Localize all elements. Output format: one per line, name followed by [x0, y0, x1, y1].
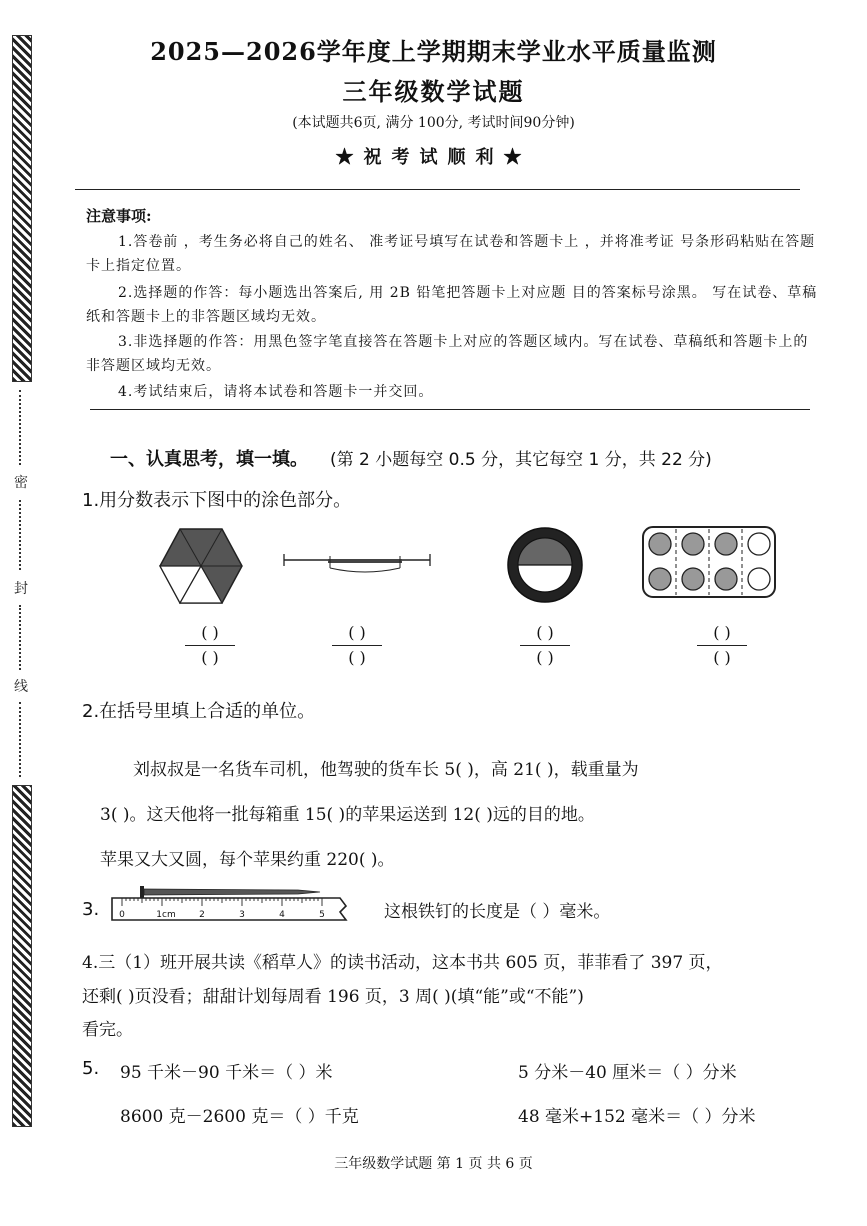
notice-item-1: 1.答卷前 ，考生务必将自己的姓名、 准考证号填写在试卷和答题卡上 ，并将准考证 号条形码粘贴在答题卡上指定位置。 [86, 234, 816, 274]
ruler-tick-4: 4 [279, 910, 285, 920]
exam-info: (本试题共6页, 满分 100分, 考试时间90分钟) [292, 115, 575, 131]
question-4-line-1: 4.三（1）班开展共读《稻草人》的读书活动，这本书共 605 页，菲菲看了 397 页， [82, 953, 723, 973]
binding-strip-bottom [12, 785, 32, 1127]
page-footer: 三年级数学试题 第 1 页 共 6 页 [334, 1156, 533, 1172]
fraction-blank-3[interactable]: ( ) ( ) [520, 622, 570, 669]
hexagon-figure [158, 527, 244, 605]
margin-label-envelope: 封 [14, 581, 28, 597]
tray-figure [641, 525, 777, 599]
question-4-line-3: 看完。 [82, 1020, 133, 1040]
question-3-number: 3. [82, 899, 100, 920]
dotted-line-3 [19, 605, 21, 670]
exam-title: 2025—2026学年度上学期期末学业水平质量监测 [150, 37, 717, 66]
ruler-tick-3: 3 [239, 910, 245, 920]
question-5-number: 5. [82, 1058, 100, 1079]
ruler-tick-1: 1cm [156, 910, 176, 920]
ruler-tick-2: 2 [199, 910, 205, 920]
question-2-text: 2.在括号里填上合适的单位。 [82, 701, 316, 722]
notice-title: 注意事项: [86, 207, 152, 225]
question-5-item-3: 8600 克－2600 克＝（ ）千克 [120, 1107, 359, 1127]
dotted-line-2 [19, 500, 21, 570]
good-luck-wish: ★祝考试顺利★ [335, 147, 532, 168]
exam-subject-title: 三年级数学试题 [342, 77, 525, 106]
question-5-item-1: 95 千米－90 千米＝（ ）米 [120, 1063, 333, 1083]
circle-figure [505, 525, 585, 605]
segment-figure [282, 548, 432, 578]
dotted-line-4 [19, 702, 21, 777]
ruler-tick-5: 5 [319, 910, 325, 920]
fraction-blank-1[interactable]: ( ) ( ) [185, 622, 235, 669]
question-1-text: 1.用分数表示下图中的涂色部分。 [82, 490, 352, 511]
margin-label-line: 线 [14, 679, 28, 695]
question-2-line-3: 苹果又大又圆，每个苹果约重 220( )。 [100, 850, 395, 870]
ruler-tick-0: 0 [119, 910, 125, 920]
dotted-line-1 [19, 390, 21, 465]
notice-item-3: 3.非选择题的作答：用黑色签字笔直接答在答题卡上对应的答题区域内。写在试卷、草稿纸和答题卡上的非答题区域均无效。 [86, 334, 809, 374]
fraction-blank-2[interactable]: ( ) ( ) [332, 622, 382, 669]
question-5-item-2: 5 分米－40 厘米＝（ ）分米 [518, 1063, 737, 1083]
ruler-with-nail [108, 882, 350, 928]
question-2-line-1: 刘叔叔是一名货车司机，他驾驶的货车长 5( )，高 21( )，载重量为 [133, 760, 639, 780]
notice-item-4: 4.考试结束后，请将本试卷和答题卡一并交回。 [118, 384, 434, 400]
question-3-text: 这根铁钉的长度是（ ）毫米。 [384, 902, 611, 922]
fraction-blank-4[interactable]: ( ) ( ) [697, 622, 747, 669]
question-5-item-4: 48 毫米+152 毫米＝（ ）分米 [518, 1107, 756, 1127]
notice-divider [90, 409, 810, 410]
header-divider [75, 189, 800, 190]
section-1-note: (第 2 小题每空 0.5 分，其它每空 1 分，共 22 分) [330, 450, 712, 470]
question-4-line-2: 还剩( )页没看；甜甜计划每周看 196 页，3 周( )(填“能”或“不能”) [82, 987, 584, 1007]
question-2-line-2: 3( )。这天他将一批每箱重 15( )的苹果运送到 12( )远的目的地。 [100, 805, 595, 825]
margin-label-seal: 密 [14, 475, 28, 491]
section-1-heading: 一、认真思考，填一填。 [110, 449, 308, 470]
notice-item-2: 2.选择题的作答：每小题选出答案后, 用 2B 铅笔把答题卡上对应题 目的答案标号涂黑。 写在试卷、草稿纸和答题卡上的非答题区域均无效。 [86, 285, 818, 325]
